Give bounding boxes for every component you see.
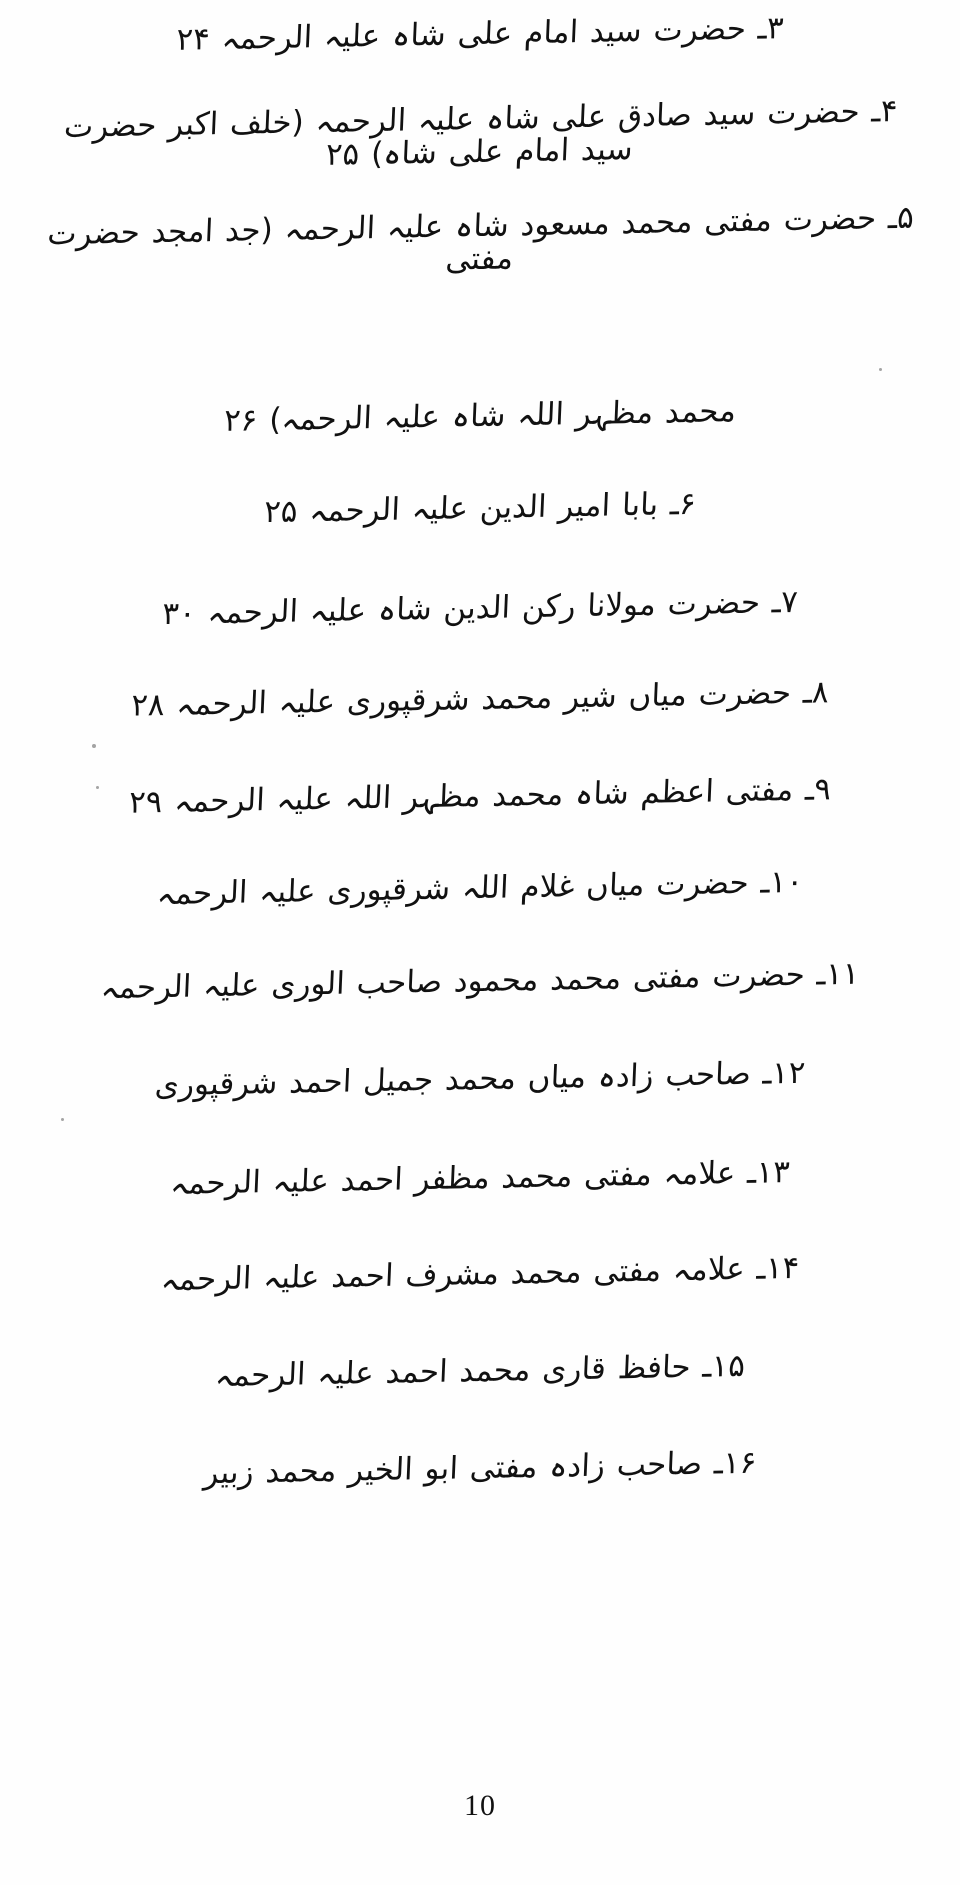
page-number: 10	[464, 1789, 496, 1822]
toc-entry-text: ۱۰ـ حضرت میاں غلام اللہ شرقپوری علیہ الرحمہ	[156, 863, 804, 913]
toc-entry	[40, 1054, 920, 1104]
toc-entry	[40, 674, 920, 724]
toc-entry-text: ۱۱ـ حضرت مفتی محمد محمود صاحب الوری علیہ الرحمہ	[100, 955, 860, 1007]
toc-entry-text: ۱۵ـ حافظ قاری محمد احمد علیہ الرحمہ	[214, 1347, 746, 1395]
scan-speck	[92, 744, 96, 748]
scan-speck	[879, 368, 882, 371]
toc-entry-continuation	[40, 393, 920, 439]
toc-entry	[40, 10, 920, 58]
toc-entry	[40, 583, 920, 633]
toc-entry-text: ۳ـ حضرت سید امام علی شاہ علیہ الرحمہ ۲۴	[175, 10, 785, 58]
toc-entry	[34, 199, 920, 278]
toc-entry	[40, 1154, 920, 1202]
toc-entry	[40, 93, 920, 173]
toc-entry-text: ۱۴ـ علامہ مفتی محمد مشرف احمد علیہ الرحمہ	[160, 1249, 800, 1299]
toc-entry-text: ۴ـ حضرت سید صادق علی شاہ علیہ الرحمہ (خلف اکبر حضرت سید امام علی شاہ) ۲۵	[51, 93, 899, 173]
toc-entry-text: ۸ـ حضرت میاں شیر محمد شرقپوری علیہ الرحمہ ۲۸	[130, 674, 830, 724]
toc-entry	[40, 1347, 920, 1395]
toc-entry-text: ۶ـ بابا امیر الدین علیہ الرحمہ ۲۵	[263, 485, 697, 531]
toc-entry-text: ۵ـ حضرت مفتی محمد مسعود شاہ علیہ الرحمہ (جد امجد حضرت مفتی	[34, 199, 915, 278]
toc-entry-text: ۱۳ـ علامہ مفتی محمد مظفر احمد علیہ الرحمہ	[169, 1154, 791, 1202]
toc-entry	[40, 1249, 920, 1299]
toc-entry	[40, 485, 920, 531]
toc-entry-text-line2: محمد مظہر اللہ شاہ علیہ الرحمہ) ۲۶	[223, 393, 737, 439]
toc-entry	[40, 863, 920, 913]
toc-entry	[40, 955, 920, 1007]
toc-entry	[40, 1444, 920, 1492]
toc-entry-text: ۱۲ـ صاحب زادہ میاں محمد جمیل احمد شرقپوری	[154, 1054, 806, 1104]
toc-entry	[40, 771, 920, 821]
toc-entry-text: ۱۶ـ صاحب زادہ مفتی ابو الخیر محمد زبیر	[202, 1444, 758, 1492]
scan-speck	[61, 1118, 64, 1121]
toc-entry-text: ۷ـ حضرت مولانا رکن الدین شاہ علیہ الرحمہ ۳۰	[161, 583, 799, 633]
toc-entry-text: ۹ـ مفتی اعظم شاہ محمد مظہر اللہ علیہ الرحمہ ۲۹	[128, 771, 832, 821]
